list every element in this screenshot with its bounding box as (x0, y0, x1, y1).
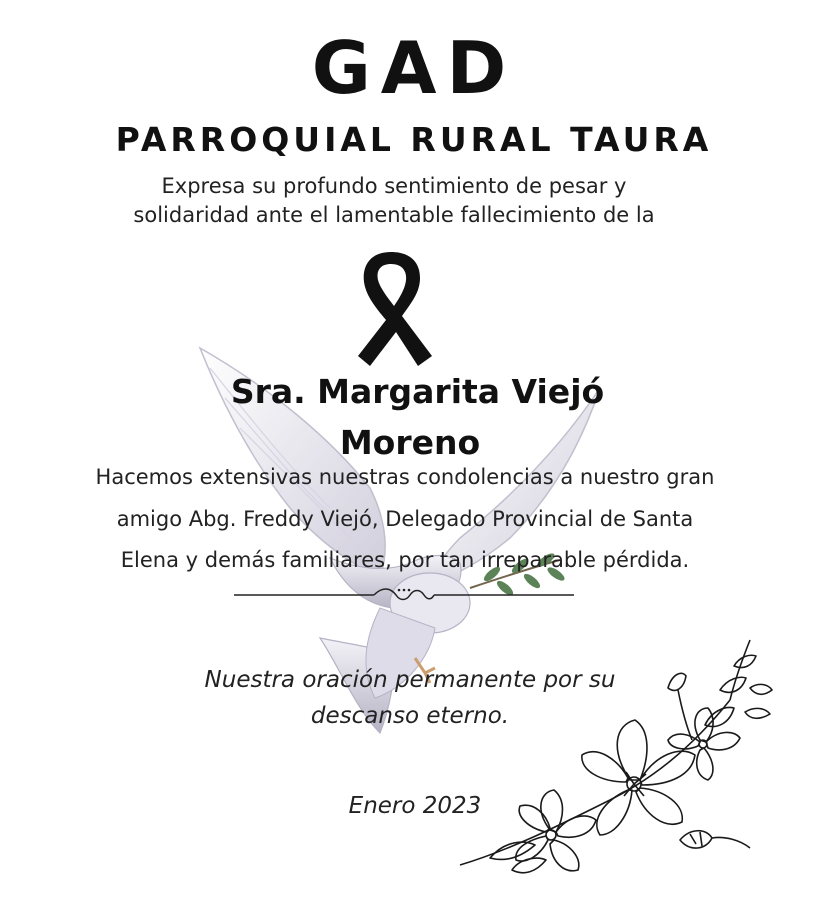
condolence-line-2: amigo Abg. Freddy Viejó, Delegado Provincial de Santa (116, 507, 694, 531)
mourning-ribbon-icon (340, 244, 442, 370)
floral-illustration (450, 630, 780, 900)
intro-text (64, 172, 724, 230)
organization-subtitle: PARROQUIAL RURAL TAURA (115, 120, 713, 159)
ornamental-divider (234, 582, 574, 608)
date-text: Enero 2023 (348, 793, 482, 819)
condolence-line-1: Hacemos extensivas nuestras condolencias a nuestro gran (95, 465, 715, 489)
organization-title: GAD (311, 26, 517, 110)
deceased-name-line-1: Sra. Margarita Viejó (230, 372, 605, 411)
prayer-line-2: descanso eterno. (310, 703, 510, 729)
prayer-line-1: Nuestra oración permanente por su (204, 667, 616, 693)
intro-line-2: solidaridad ante el lamentable fallecimiento de la (133, 203, 655, 227)
deceased-name-line-2: Moreno (339, 423, 481, 462)
condolence-line-3: Elena y demás familiares, por tan irreparable pérdida. (120, 548, 690, 572)
intro-line-1: Expresa su profundo sentimiento de pesar y (161, 174, 627, 198)
